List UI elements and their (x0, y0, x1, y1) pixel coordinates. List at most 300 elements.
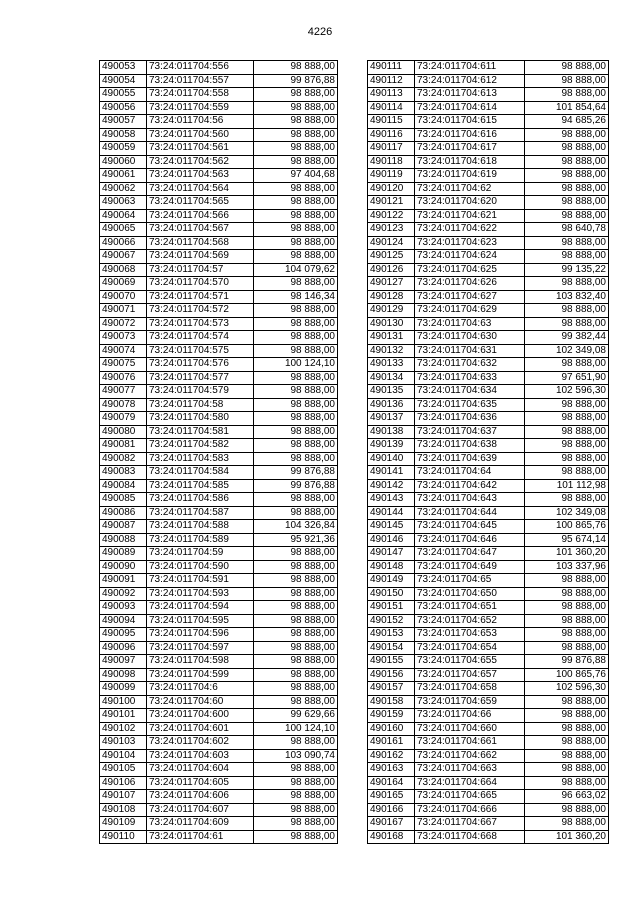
table-row (100, 749, 338, 763)
table-row (368, 223, 609, 237)
table-row (100, 196, 338, 210)
table-row (368, 560, 609, 574)
table-row (368, 385, 609, 399)
cadastral-number: 73:24:011704:602 (147, 736, 254, 750)
table-row (368, 88, 609, 102)
cadastral-value: 98 888,00 (525, 439, 609, 453)
table-row (100, 250, 338, 264)
table-row (100, 209, 338, 223)
table-row (100, 601, 338, 615)
cadastral-value: 100 865,76 (525, 668, 609, 682)
cadastral-number: 73:24:011704:614 (415, 101, 525, 115)
cadastral-number: 73:24:011704:62 (415, 182, 525, 196)
cadastral-value: 98 146,34 (254, 290, 338, 304)
row-number: 490155 (368, 655, 415, 669)
table-row (368, 331, 609, 345)
cadastral-value: 101 360,20 (525, 547, 609, 561)
table-row (368, 790, 609, 804)
cadastral-number: 73:24:011704:56 (147, 115, 254, 129)
table-row (368, 344, 609, 358)
cadastral-number: 73:24:011704:575 (147, 344, 254, 358)
table-row (368, 236, 609, 250)
row-number: 490086 (100, 506, 147, 520)
row-number: 490108 (100, 803, 147, 817)
row-number: 490055 (100, 88, 147, 102)
cadastral-number: 73:24:011704:60 (147, 695, 254, 709)
row-number: 490147 (368, 547, 415, 561)
row-number: 490159 (368, 709, 415, 723)
cadastral-value: 98 888,00 (254, 398, 338, 412)
cadastral-number: 73:24:011704:643 (415, 493, 525, 507)
cadastral-number: 73:24:011704:622 (415, 223, 525, 237)
cadastral-value: 99 876,88 (254, 466, 338, 480)
row-number: 490097 (100, 655, 147, 669)
cadastral-number: 73:24:011704:633 (415, 371, 525, 385)
row-number: 490100 (100, 695, 147, 709)
table-row (100, 304, 338, 318)
table-row (368, 61, 609, 75)
row-number: 490149 (368, 574, 415, 588)
cadastral-value: 99 135,22 (525, 263, 609, 277)
cadastral-value: 98 888,00 (525, 817, 609, 831)
row-number: 490095 (100, 628, 147, 642)
table-row (100, 371, 338, 385)
cadastral-number: 73:24:011704:562 (147, 155, 254, 169)
row-number: 490146 (368, 533, 415, 547)
cadastral-number: 73:24:011704:664 (415, 776, 525, 790)
cadastral-number: 73:24:011704:570 (147, 277, 254, 291)
cadastral-value: 100 124,10 (254, 358, 338, 372)
table-row (100, 142, 338, 156)
table-row (100, 830, 338, 844)
table-row (368, 250, 609, 264)
cadastral-number: 73:24:011704:569 (147, 250, 254, 264)
cadastral-number: 73:24:011704:638 (415, 439, 525, 453)
cadastral-value: 98 888,00 (525, 128, 609, 142)
table-row (100, 547, 338, 561)
cadastral-value: 98 888,00 (254, 155, 338, 169)
table-row (368, 358, 609, 372)
cadastral-value: 98 888,00 (525, 587, 609, 601)
cadastral-number: 73:24:011704:585 (147, 479, 254, 493)
row-number: 490131 (368, 331, 415, 345)
cadastral-number: 73:24:011704:613 (415, 88, 525, 102)
row-number: 490081 (100, 439, 147, 453)
cadastral-value: 98 888,00 (254, 493, 338, 507)
cadastral-number: 73:24:011704:618 (415, 155, 525, 169)
cadastral-number: 73:24:011704:567 (147, 223, 254, 237)
row-number: 490158 (368, 695, 415, 709)
row-number: 490059 (100, 142, 147, 156)
cadastral-value: 98 888,00 (254, 682, 338, 696)
table-row (100, 290, 338, 304)
row-number: 490142 (368, 479, 415, 493)
cadastral-number: 73:24:011704:66 (415, 709, 525, 723)
cadastral-number: 73:24:011704:558 (147, 88, 254, 102)
cadastral-value: 98 888,00 (525, 277, 609, 291)
cadastral-number: 73:24:011704:611 (415, 61, 525, 75)
table-row (100, 817, 338, 831)
row-number: 490114 (368, 101, 415, 115)
cadastral-number: 73:24:011704:624 (415, 250, 525, 264)
cadastral-number: 73:24:011704:603 (147, 749, 254, 763)
table-row (368, 304, 609, 318)
cadastral-number: 73:24:011704:563 (147, 169, 254, 183)
table-row (368, 547, 609, 561)
cadastral-value: 98 888,00 (254, 574, 338, 588)
table-row (368, 574, 609, 588)
row-number: 490118 (368, 155, 415, 169)
cadastral-number: 73:24:011704:589 (147, 533, 254, 547)
row-number: 490109 (100, 817, 147, 831)
table-row (100, 115, 338, 129)
cadastral-number: 73:24:011704:64 (415, 466, 525, 480)
row-number: 490154 (368, 641, 415, 655)
table-row (368, 115, 609, 129)
cadastral-value: 98 888,00 (525, 236, 609, 250)
table-row (100, 790, 338, 804)
table-row (100, 439, 338, 453)
cadastral-number: 73:24:011704:653 (415, 628, 525, 642)
cadastral-number: 73:24:011704:632 (415, 358, 525, 372)
table-row (368, 520, 609, 534)
row-number: 490079 (100, 412, 147, 426)
table-row (368, 641, 609, 655)
row-number: 490058 (100, 128, 147, 142)
cadastral-number: 73:24:011704:617 (415, 142, 525, 156)
cadastral-number: 73:24:011704:650 (415, 587, 525, 601)
table-row (100, 803, 338, 817)
row-number: 490145 (368, 520, 415, 534)
cadastral-number: 73:24:011704:634 (415, 385, 525, 399)
cadastral-number: 73:24:011704:644 (415, 506, 525, 520)
cadastral-value: 98 888,00 (525, 398, 609, 412)
table-row (368, 182, 609, 196)
cadastral-number: 73:24:011704:615 (415, 115, 525, 129)
row-number: 490105 (100, 763, 147, 777)
row-number: 490063 (100, 196, 147, 210)
table-row (100, 682, 338, 696)
table-row (100, 587, 338, 601)
row-number: 490115 (368, 115, 415, 129)
cadastral-value: 99 382,44 (525, 331, 609, 345)
cadastral-number: 73:24:011704:565 (147, 196, 254, 210)
table-row (100, 452, 338, 466)
row-number: 490074 (100, 344, 147, 358)
table-row (368, 155, 609, 169)
cadastral-value: 95 674,14 (525, 533, 609, 547)
cadastral-value: 94 685,26 (525, 115, 609, 129)
table-row (368, 614, 609, 628)
table-row (100, 709, 338, 723)
cadastral-number: 73:24:011704:625 (415, 263, 525, 277)
table-row (368, 587, 609, 601)
cadastral-value: 98 888,00 (254, 695, 338, 709)
row-number: 490070 (100, 290, 147, 304)
cadastral-number: 73:24:011704:571 (147, 290, 254, 304)
cadastral-number: 73:24:011704:626 (415, 277, 525, 291)
cadastral-number: 73:24:011704:631 (415, 344, 525, 358)
cadastral-value: 98 888,00 (525, 493, 609, 507)
table-row (100, 155, 338, 169)
row-number: 490090 (100, 560, 147, 574)
cadastral-value: 98 888,00 (254, 763, 338, 777)
cadastral-value: 98 888,00 (254, 88, 338, 102)
cadastral-value: 97 651,90 (525, 371, 609, 385)
table-row (368, 763, 609, 777)
cadastral-number: 73:24:011704:621 (415, 209, 525, 223)
row-number: 490157 (368, 682, 415, 696)
table-row (100, 128, 338, 142)
row-number: 490150 (368, 587, 415, 601)
cadastral-number: 73:24:011704:639 (415, 452, 525, 466)
row-number: 490101 (100, 709, 147, 723)
row-number: 490068 (100, 263, 147, 277)
cadastral-number: 73:24:011704:604 (147, 763, 254, 777)
cadastral-value: 98 888,00 (254, 628, 338, 642)
cadastral-value: 98 888,00 (525, 466, 609, 480)
cadastral-table-left (99, 60, 338, 844)
row-number: 490053 (100, 61, 147, 75)
row-number: 490113 (368, 88, 415, 102)
row-number: 490162 (368, 749, 415, 763)
cadastral-value: 98 888,00 (254, 344, 338, 358)
table-row (368, 655, 609, 669)
row-number: 490080 (100, 425, 147, 439)
cadastral-number: 73:24:011704:582 (147, 439, 254, 453)
cadastral-value: 98 888,00 (254, 560, 338, 574)
cadastral-value: 98 888,00 (525, 196, 609, 210)
row-number: 490129 (368, 304, 415, 318)
table-row (100, 398, 338, 412)
cadastral-number: 73:24:011704:591 (147, 574, 254, 588)
cadastral-number: 73:24:011704:635 (415, 398, 525, 412)
cadastral-value: 98 888,00 (525, 574, 609, 588)
row-number: 490144 (368, 506, 415, 520)
row-number: 490132 (368, 344, 415, 358)
cadastral-number: 73:24:011704:646 (415, 533, 525, 547)
row-number: 490128 (368, 290, 415, 304)
row-number: 490161 (368, 736, 415, 750)
cadastral-number: 73:24:011704:661 (415, 736, 525, 750)
table-row (100, 574, 338, 588)
row-number: 490141 (368, 466, 415, 480)
table-row (100, 101, 338, 115)
row-number: 490089 (100, 547, 147, 561)
table-row (100, 479, 338, 493)
table-row (368, 736, 609, 750)
table-row (100, 506, 338, 520)
cadastral-value: 98 888,00 (525, 736, 609, 750)
cadastral-number: 73:24:011704:645 (415, 520, 525, 534)
cadastral-value: 98 888,00 (254, 830, 338, 844)
cadastral-number: 73:24:011704:642 (415, 479, 525, 493)
row-number: 490140 (368, 452, 415, 466)
cadastral-value: 98 888,00 (525, 601, 609, 615)
cadastral-value: 97 404,68 (254, 169, 338, 183)
cadastral-number: 73:24:011704:605 (147, 776, 254, 790)
table-row (368, 506, 609, 520)
row-number: 490110 (100, 830, 147, 844)
cadastral-number: 73:24:011704:587 (147, 506, 254, 520)
row-number: 490064 (100, 209, 147, 223)
cadastral-number: 73:24:011704:596 (147, 628, 254, 642)
table-row (368, 439, 609, 453)
table-row (100, 520, 338, 534)
cadastral-value: 98 888,00 (254, 439, 338, 453)
cadastral-value: 101 112,98 (525, 479, 609, 493)
cadastral-number: 73:24:011704:57 (147, 263, 254, 277)
cadastral-value: 100 124,10 (254, 722, 338, 736)
cadastral-number: 73:24:011704:557 (147, 74, 254, 88)
cadastral-number: 73:24:011704:590 (147, 560, 254, 574)
cadastral-number: 73:24:011704:6 (147, 682, 254, 696)
row-number: 490138 (368, 425, 415, 439)
cadastral-number: 73:24:011704:637 (415, 425, 525, 439)
row-number: 490123 (368, 223, 415, 237)
table-row (100, 722, 338, 736)
table-row (100, 655, 338, 669)
cadastral-number: 73:24:011704:623 (415, 236, 525, 250)
cadastral-number: 73:24:011704:573 (147, 317, 254, 331)
row-number: 490116 (368, 128, 415, 142)
table-row (100, 61, 338, 75)
cadastral-value: 98 888,00 (254, 506, 338, 520)
cadastral-value: 98 888,00 (254, 101, 338, 115)
row-number: 490082 (100, 452, 147, 466)
table-row (100, 776, 338, 790)
cadastral-number: 73:24:011704:665 (415, 790, 525, 804)
cadastral-number: 73:24:011704:609 (147, 817, 254, 831)
cadastral-number: 73:24:011704:599 (147, 668, 254, 682)
cadastral-value: 98 888,00 (525, 722, 609, 736)
row-number: 490136 (368, 398, 415, 412)
cadastral-value: 98 888,00 (525, 169, 609, 183)
cadastral-number: 73:24:011704:58 (147, 398, 254, 412)
cadastral-number: 73:24:011704:659 (415, 695, 525, 709)
cadastral-value: 98 888,00 (254, 304, 338, 318)
cadastral-number: 73:24:011704:566 (147, 209, 254, 223)
cadastral-number: 73:24:011704:594 (147, 601, 254, 615)
cadastral-number: 73:24:011704:579 (147, 385, 254, 399)
cadastral-value: 98 888,00 (254, 790, 338, 804)
cadastral-number: 73:24:011704:619 (415, 169, 525, 183)
row-number: 490084 (100, 479, 147, 493)
cadastral-value: 104 079,62 (254, 263, 338, 277)
cadastral-number: 73:24:011704:668 (415, 830, 525, 844)
page-number: 4226 (307, 26, 333, 38)
cadastral-value: 98 888,00 (525, 425, 609, 439)
row-number: 490072 (100, 317, 147, 331)
table-row (100, 88, 338, 102)
table-row (100, 628, 338, 642)
row-number: 490153 (368, 628, 415, 642)
row-number: 490164 (368, 776, 415, 790)
table-row (368, 290, 609, 304)
table-row (100, 344, 338, 358)
cadastral-value: 99 629,66 (254, 709, 338, 723)
cadastral-value: 98 888,00 (525, 628, 609, 642)
cadastral-value: 98 888,00 (525, 74, 609, 88)
cadastral-value: 98 888,00 (254, 817, 338, 831)
table-row (368, 425, 609, 439)
cadastral-value: 98 888,00 (254, 547, 338, 561)
cadastral-value: 98 888,00 (254, 736, 338, 750)
cadastral-number: 73:24:011704:620 (415, 196, 525, 210)
table-row (100, 668, 338, 682)
table-row (368, 263, 609, 277)
cadastral-value: 99 876,88 (254, 479, 338, 493)
cadastral-number: 73:24:011704:658 (415, 682, 525, 696)
cadastral-number: 73:24:011704:561 (147, 142, 254, 156)
cadastral-value: 98 888,00 (254, 641, 338, 655)
row-number: 490066 (100, 236, 147, 250)
cadastral-value: 99 876,88 (525, 655, 609, 669)
table-row (368, 695, 609, 709)
cadastral-number: 73:24:011704:630 (415, 331, 525, 345)
cadastral-number: 73:24:011704:586 (147, 493, 254, 507)
cadastral-number: 73:24:011704:588 (147, 520, 254, 534)
table-row (368, 196, 609, 210)
cadastral-value: 98 888,00 (254, 182, 338, 196)
cadastral-value: 98 888,00 (254, 601, 338, 615)
row-number: 490056 (100, 101, 147, 115)
row-number: 490085 (100, 493, 147, 507)
cadastral-value: 102 349,08 (525, 506, 609, 520)
cadastral-number: 73:24:011704:577 (147, 371, 254, 385)
cadastral-value: 98 888,00 (254, 425, 338, 439)
table-row (368, 668, 609, 682)
table-row (100, 560, 338, 574)
cadastral-value: 98 888,00 (525, 88, 609, 102)
row-number: 490148 (368, 560, 415, 574)
table-row (100, 412, 338, 426)
table-row (368, 371, 609, 385)
row-number: 490069 (100, 277, 147, 291)
table-row (368, 128, 609, 142)
cadastral-number: 73:24:011704:636 (415, 412, 525, 426)
cadastral-number: 73:24:011704:63 (415, 317, 525, 331)
table-row (100, 169, 338, 183)
cadastral-value: 98 888,00 (525, 250, 609, 264)
cadastral-value: 98 888,00 (254, 142, 338, 156)
cadastral-number: 73:24:011704:581 (147, 425, 254, 439)
cadastral-number: 73:24:011704:601 (147, 722, 254, 736)
cadastral-number: 73:24:011704:598 (147, 655, 254, 669)
row-number: 490119 (368, 169, 415, 183)
row-number: 490112 (368, 74, 415, 88)
cadastral-value: 98 888,00 (254, 250, 338, 264)
row-number: 490102 (100, 722, 147, 736)
table-row (100, 358, 338, 372)
table-row (368, 277, 609, 291)
cadastral-value: 98 888,00 (254, 385, 338, 399)
row-number: 490103 (100, 736, 147, 750)
table-row (100, 385, 338, 399)
cadastral-number: 73:24:011704:662 (415, 749, 525, 763)
cadastral-number: 73:24:011704:597 (147, 641, 254, 655)
table-row (368, 142, 609, 156)
cadastral-number: 73:24:011704:667 (415, 817, 525, 831)
row-number: 490078 (100, 398, 147, 412)
row-number: 490092 (100, 587, 147, 601)
table-row (368, 830, 609, 844)
row-number: 490083 (100, 466, 147, 480)
cadastral-value: 98 888,00 (525, 695, 609, 709)
cadastral-number: 73:24:011704:663 (415, 763, 525, 777)
cadastral-number: 73:24:011704:629 (415, 304, 525, 318)
cadastral-number: 73:24:011704:660 (415, 722, 525, 736)
